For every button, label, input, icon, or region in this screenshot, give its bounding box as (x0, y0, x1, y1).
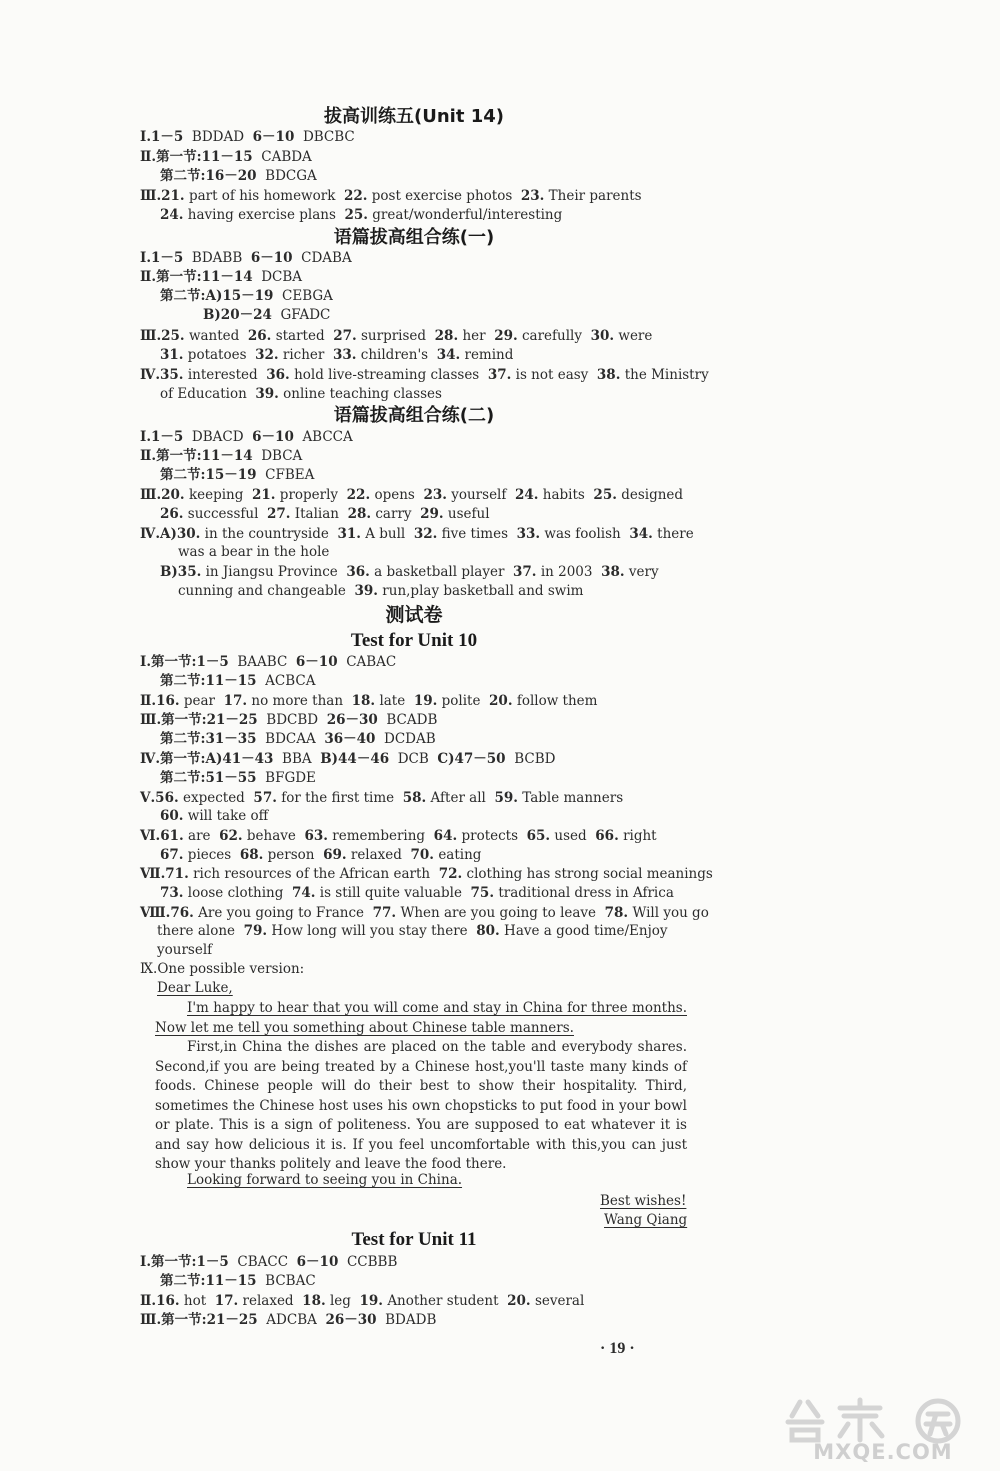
answer-line: 第二节:15－19 CFBEA (160, 467, 315, 483)
watermark-logo-icon (778, 1394, 988, 1444)
answer-line: Ⅰ.1－5 BDDAD 6－10 DBCBC (140, 129, 355, 145)
answer-line: 24. having exercise plans 25. great/wonderful/interesting (160, 207, 563, 223)
answer-line: Ⅳ.第一节:A)41－43 BBA B)44－46 DCB C)47－50 BCBD (140, 751, 556, 767)
answer-line: Ⅵ.61. are 62. behave 63. remembering 64. protects 65. used 66. right (140, 828, 657, 844)
letter-signoff: Best wishes! (600, 1193, 687, 1209)
answer-line: Ⅲ.第一节:21－25 ADCBA 26－30 BDADB (140, 1312, 437, 1328)
answer-line: Ⅷ.76. Are you going to France 77. When are you going to leave 78. Will you go (140, 905, 709, 921)
answer-line: Ⅲ.20. keeping 21. properly 22. opens 23. yourself 24. habits 25. designed (140, 487, 684, 503)
watermark (778, 1394, 988, 1466)
answer-line: Ⅱ.第一节:11－14 DCBA (140, 269, 303, 285)
section-title: Test for Unit 11 (351, 1229, 477, 1250)
answer-line: was a bear in the hole (178, 544, 330, 560)
answer-line: Ⅴ.56. expected 57. for the first time 58. After all 59. Table manners (140, 790, 624, 806)
answer-line: Ⅰ.第一节:1－5 CBACC 6－10 CCBBB (140, 1254, 398, 1270)
answer-line: 67. pieces 68. person 69. relaxed 70. eating (160, 847, 482, 863)
answer-line: B)20－24 GFADC (203, 307, 331, 323)
answer-line: 第二节:11－15 BCBAC (160, 1273, 316, 1289)
answer-line: Ⅱ.第一节:11－14 DBCA (140, 448, 303, 464)
answer-line: 73. loose clothing 74. is still quite valuable 75. traditional dress in Africa (160, 885, 674, 901)
letter-paragraph: First,in China the dishes are placed on the table and everybody shares. Second,if you are being treated by a Chinese host,you'll taste many kinds of foods. Chinese people will do their best to show their hospitality. Third, sometimes the Chinese host uses his own chopsticks to put food in your bowl or plate. This is a sign of politeness. You are supposed to eat whatever it is and say how delicious it is. If you feel uncomfortable with this,you can just show your thanks politely and leave the food there. (155, 1039, 687, 1172)
answer-line: Ⅱ.第一节:11－15 CABDA (140, 149, 312, 165)
watermark-site: MXQE.COM (813, 1440, 953, 1464)
answer-line: Ⅱ.16. pear 17. no more than 18. late 19. polite 20. follow them (140, 693, 598, 709)
answer-line: of Education 39. online teaching classes (160, 386, 442, 402)
answer-line: 第二节:16－20 BDCGA (160, 168, 317, 184)
answer-line: yourself (157, 942, 213, 958)
answer-line: Ⅲ.第一节:21－25 BDCBD 26－30 BCADB (140, 712, 438, 728)
answer-line: 26. successful 27. Italian 28. carry 29. useful (160, 506, 490, 522)
section-title: Test for Unit 10 (350, 630, 478, 651)
answer-line: Ⅶ.71. rich resources of the African earth 72. clothing has strong social meanings (140, 866, 713, 882)
answer-line: there alone 79. How long will you stay there 80. Have a good time/Enjoy (157, 923, 668, 939)
letter-closing: Looking forward to seeing you in China. (187, 1172, 463, 1188)
letter-signature: Wang Qiang (604, 1212, 688, 1228)
answer-line: cunning and changeable 39. run,play basketball and swim (178, 583, 584, 599)
answer-line: Ⅳ.35. interested 36. hold live-streaming classes 37. is not easy 38. the Ministry (140, 367, 709, 383)
answer-line: 第二节:31－35 BDCAA 36－40 DCDAB (160, 731, 436, 747)
answer-line: Ⅱ.16. hot 17. relaxed 18. leg 19. Another student 20. several (140, 1293, 585, 1309)
answer-line: 第二节:51－55 BFGDE (160, 770, 316, 786)
section-title: 语篇拔高组合练(一) (333, 227, 495, 248)
letter-greeting: Dear Luke, (157, 980, 233, 996)
answer-line: Ⅲ.21. part of his homework 22. post exercise photos 23. Their parents (140, 188, 642, 204)
answer-line: Ⅲ.25. wanted 26. started 27. surprised 28. her 29. carefully 30. were (140, 328, 653, 344)
answer-line: Ⅰ.1－5 BDABB 6－10 CDABA (140, 250, 352, 266)
answer-line: 60. will take off (160, 808, 269, 824)
answer-line: B)35. in Jiangsu Province 36. a basketball player 37. in 2003 38. very (160, 564, 659, 580)
section-title: 拔高训练五(Unit 14) (324, 106, 504, 127)
part-heading: 测试卷 (385, 604, 443, 626)
letter-paragraph: I'm happy to hear that you will come and stay in China for three months. Now let me tell you something about Chinese table manners. (155, 1000, 687, 1036)
section-title: 语篇拔高组合练(二) (333, 405, 495, 426)
page-number: · 19 · (600, 1340, 635, 1357)
answer-line: Ⅳ.A)30. in the countryside 31. A bull 32. five times 33. was foolish 34. there (140, 526, 694, 542)
answer-line: Ⅸ.One possible version: (140, 961, 305, 977)
answer-line: Ⅰ.1－5 DBACD 6－10 ABCCA (140, 429, 353, 445)
answer-line: 31. potatoes 32. richer 33. children's 34. remind (160, 347, 514, 363)
answer-line: 第二节:11－15 ACBCA (160, 673, 316, 689)
answer-line: 第二节:A)15－19 CEBGA (160, 288, 333, 304)
answer-line: Ⅰ.第一节:1－5 BAABC 6－10 CABAC (140, 654, 397, 670)
